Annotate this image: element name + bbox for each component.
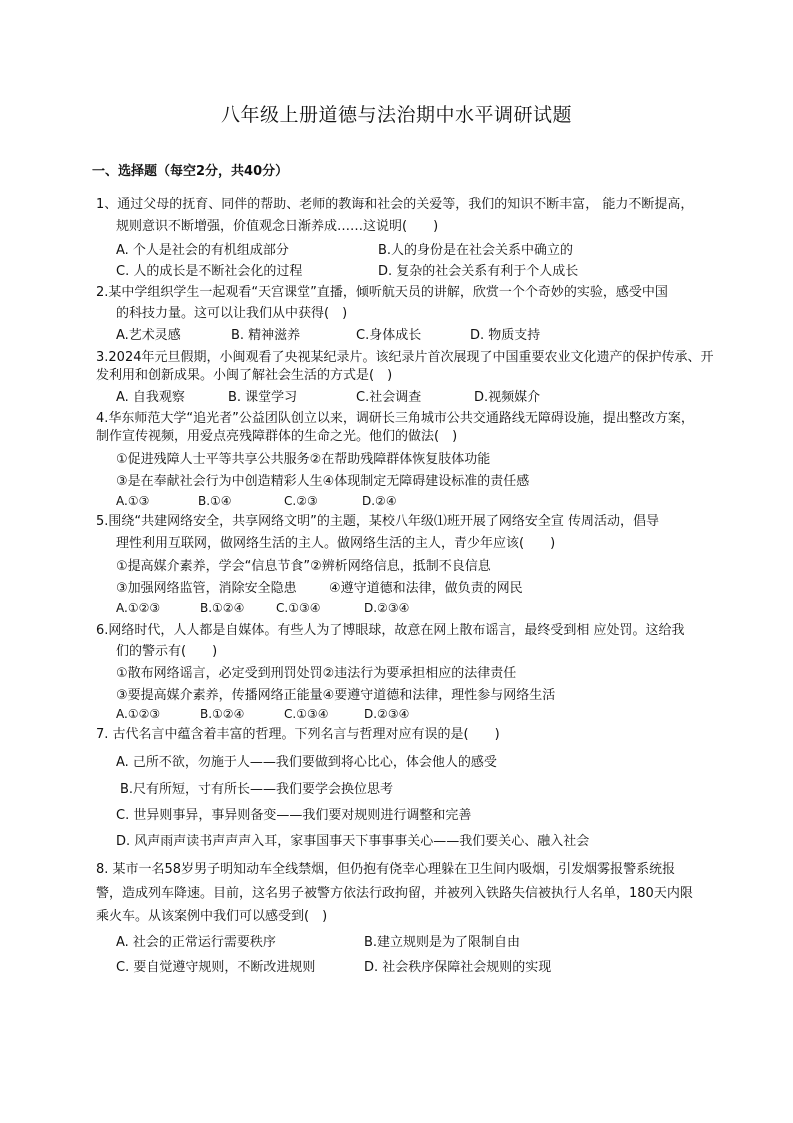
q2-option-b: B. 精神滋养	[231, 328, 301, 343]
q1-line-1: 1、通过父母的抚育、同伴的帮助、老师的教诲和社会的关爱等，我们的知识不断丰富， 能力不断提高，	[96, 197, 694, 212]
q8-option-c: C. 要自觉遵守规则，不断改进规则	[116, 960, 316, 975]
section-heading: 一、选择题（每空2分，共40分）	[92, 164, 289, 179]
q6-statement-2: ③要提高媒介素养，传播网络正能量④要遵守道德和法律，理性参与网络生活	[116, 688, 556, 703]
q5-line-1: 5.围绕“共建网络安全，共享网络文明”的主题，某校八年级⑴班开展了网络安全宣 传周活动，倡导	[96, 514, 660, 529]
q4-line-1: 4.华东师范大学“追光者”公益团队创立以来，调研长三角城市公共交通路线无障碍设施，提出整改方案，	[96, 411, 694, 426]
q7-line-1: 7. 古代名言中蕴含着丰富的哲理。下列名言与哲理对应有误的是( )	[96, 727, 500, 742]
q5-option-c: C.①③④	[276, 601, 321, 615]
q4-statement-2: ③是在奉献社会行为中创造精彩人生④体现制定无障碍建设标准的责任感	[116, 474, 530, 489]
q1-option-d: D. 复杂的社会关系有利于个人成长	[378, 264, 579, 279]
q8-line-3: 乘火车。从该案例中我们可以感受到( )	[96, 909, 328, 924]
q7-option-b: B.尺有所短，寸有所长——我们要学会换位思考	[120, 782, 394, 797]
q6-line-2: 们的警示有( )	[116, 644, 218, 659]
q5-statement-3: ③加强网络监管，消除安全隐患	[116, 581, 297, 596]
q3-line-2: 发利用和创新成果。小闽了解社会生活的方式是( )	[96, 368, 393, 383]
q6-option-c: C.①③④	[284, 707, 329, 721]
q2-line-2: 的科技力量。这可以让我们从中获得( )	[116, 306, 348, 321]
q2-line-1: 2.某中学组织学生一起观看“天宫课堂”直播，倾听航天员的讲解，欣赏一个个奇妙的实验，感受中国	[96, 285, 668, 300]
q5-option-b: B.①②④	[200, 601, 245, 615]
q4-option-b: B.①④	[198, 494, 232, 508]
q4-statement-1: ①促进残障人士平等共享公共服务②在帮助残障群体恢复肢体功能	[116, 452, 491, 467]
q1-line-2: 规则意识不断增强，价值观念日渐养成……这说明( )	[116, 219, 439, 234]
q2-option-c: C.身体成长	[356, 328, 422, 343]
page-title: 八年级上册道德与法治期中水平调研试题	[220, 104, 572, 126]
q3-option-b: B. 课堂学习	[228, 390, 298, 405]
q8-line-2: 警，造成列车降速。目前，这名男子被警方依法行政拘留，并被列入铁路失信被执行人名单，180天内限	[96, 886, 693, 901]
q3-option-a: A. 自我观察	[116, 390, 185, 405]
q7-option-a: A. 己所不欲，勿施于人——我们要做到将心比心，体会他人的感受	[116, 755, 497, 770]
q8-option-d: D. 社会秩序保障社会规则的实现	[364, 960, 552, 975]
q5-line-2: 理性利用互联网，做网络生活的主人。做网络生活的主人，青少年应该( )	[116, 536, 556, 551]
q5-option-d: D.②③④	[364, 601, 410, 615]
q4-option-c: C.②③	[284, 494, 318, 508]
q6-option-b: B.①②④	[200, 707, 245, 721]
q8-option-a: A. 社会的正常运行需要秩序	[116, 935, 276, 950]
q3-option-c: C.社会调查	[356, 390, 422, 405]
q4-line-2: 制作宣传视频，用爱点亮残障群体的生命之光。他们的做法( )	[96, 429, 458, 444]
q1-option-c: C. 人的成长是不断社会化的过程	[116, 264, 303, 279]
q6-option-a: A.①②③	[116, 707, 161, 721]
q4-option-a: A.①③	[116, 494, 150, 508]
q6-statement-1: ①散布网络谣言，必定受到刑罚处罚②违法行为要承担相应的法律责任	[116, 666, 517, 681]
q3-line-1: 3.2024年元旦假期，小闽观看了央视某纪录片。该纪录片首次展现了中国重要农业文化遗产的保护传承、开	[96, 350, 714, 365]
q2-option-d: D. 物质支持	[470, 328, 541, 343]
q2-option-a: A.艺术灵感	[116, 328, 181, 343]
q1-option-b: B.人的身份是在社会关系中确立的	[378, 243, 574, 258]
q3-option-d: D.视频媒介	[474, 390, 541, 405]
q5-statement-4: ④遵守道德和法律，做负责的网民	[329, 581, 523, 596]
q8-line-1: 8. 某市一名58岁男子明知动车全线禁烟，但仍抱有侥幸心理躲在卫生间内吸烟，引发烟雾报警系统报	[96, 862, 676, 877]
q6-line-1: 6.网络时代，人人都是自媒体。有些人为了博眼球，故意在网上散布谣言，最终受到相 应处罚。这给我	[96, 623, 685, 638]
q7-option-c: C. 世异则事异，事异则备变——我们要对规则进行调整和完善	[116, 808, 472, 823]
q7-option-d: D. 风声雨声读书声声声入耳，家事国事天下事事事关心——我们要关心、融入社会	[116, 834, 590, 849]
q5-statement-1: ①提高媒介素养，学会“信息节食”②辨析网络信息，抵制不良信息	[116, 559, 491, 574]
q8-option-b: B.建立规则是为了限制自由	[364, 935, 521, 950]
q4-option-d: D.②④	[362, 494, 397, 508]
q6-option-d: D.②③④	[364, 707, 410, 721]
q1-option-a: A. 个人是社会的有机组成部分	[116, 243, 289, 258]
q5-option-a: A.①②③	[116, 601, 161, 615]
